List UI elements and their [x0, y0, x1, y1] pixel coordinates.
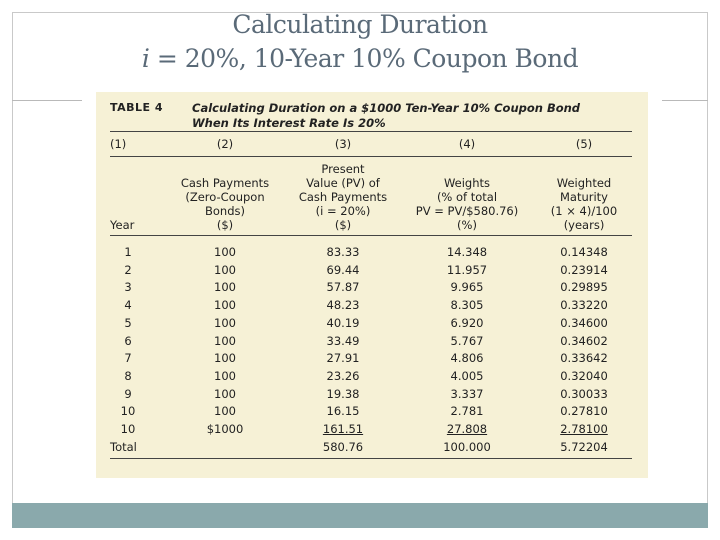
table-cell: 5.767 — [450, 333, 484, 348]
table-cell: 10 — [120, 404, 136, 419]
table-cell: 7 — [124, 351, 132, 366]
table-cell: 0.29895 — [560, 280, 608, 295]
footer-bar — [12, 503, 708, 528]
column-header-line: Maturity — [559, 190, 608, 204]
table-cell: 16.15 — [326, 404, 360, 419]
table-cell: 2.781 — [450, 404, 484, 419]
slide-subtitle — [90, 44, 630, 74]
rule-headers — [110, 235, 632, 236]
column-header-line: Value (PV) of — [306, 176, 380, 190]
table-cell: 100 — [214, 280, 236, 295]
table-cell: 19.38 — [326, 386, 360, 401]
column-header-line: (i = 20%) — [315, 204, 371, 218]
column-header-line: (years) — [563, 218, 605, 232]
table-cell: 8 — [124, 368, 132, 383]
table-cell: 0.14348 — [560, 245, 608, 259]
column-number: (2) — [216, 137, 234, 151]
table-cell: 23.26 — [326, 368, 360, 383]
table-cell: 100 — [214, 351, 236, 366]
slide-title: Calculating Duration — [232, 10, 488, 39]
table-cell: 11.957 — [446, 262, 488, 277]
table-cell: 27.808 — [446, 422, 488, 436]
table-label: TABLE 4 — [110, 101, 164, 114]
column-header-line: (Zero-Coupon — [185, 190, 265, 204]
table-cell: 100 — [214, 298, 236, 313]
rule-top — [110, 131, 632, 132]
table-cell: 69.44 — [326, 262, 360, 277]
caption-line-2: When Its Interest Rate Is 20% — [192, 116, 386, 130]
column-header-line: ($) — [334, 218, 352, 232]
table-cell: 57.87 — [326, 280, 360, 295]
table-cell: 0.32040 — [560, 368, 608, 383]
table-cell: 48.23 — [326, 298, 360, 313]
column-number: (5) — [575, 137, 593, 151]
table-cell: 40.19 — [326, 315, 360, 330]
table-cell: 8.305 — [450, 298, 484, 313]
column-header-line: (1 × 4)/100 — [550, 204, 618, 218]
column-header-line: Cash Payments — [298, 190, 388, 204]
table-cell: $1000 — [206, 422, 244, 436]
column-header-line: Present — [321, 162, 365, 176]
table-cell: 10 — [120, 422, 136, 436]
table-cell: 4 — [124, 298, 132, 313]
column-number: (4) — [458, 137, 476, 151]
subtitle-text: = 20%, 10-Year 10% Coupon Bond — [149, 44, 579, 73]
rule-colnums — [110, 156, 632, 157]
column-header-line: Cash Payments — [180, 176, 270, 190]
table-cell: 2.78100 — [560, 422, 608, 436]
interest-symbol: i — [141, 44, 150, 73]
column-header-line: Year — [110, 218, 135, 232]
column-header-line: Bonds) — [205, 204, 245, 218]
title-divider-left — [12, 100, 82, 101]
column-header-line: ($) — [216, 218, 234, 232]
table-cell: 9.965 — [450, 280, 484, 295]
table-cell: 100 — [214, 404, 236, 419]
column-header-line: (% of total — [436, 190, 498, 204]
table-cell: 27.91 — [326, 351, 360, 366]
table-cell: 6.920 — [450, 315, 484, 330]
table-cell: 33.49 — [326, 333, 360, 348]
table-cell: 3 — [124, 280, 132, 295]
title-divider-right — [662, 100, 708, 101]
caption-line-1: Calculating Duration on a $1000 Ten-Year 10% Coupon Bond — [192, 101, 581, 115]
column-header-line: (%) — [457, 218, 477, 232]
total-cell: Total — [110, 439, 137, 454]
table-cell: 100 — [214, 262, 236, 277]
table-cell: 100 — [214, 368, 236, 383]
column-header-line: Weights — [443, 176, 491, 190]
table-cell: 83.33 — [326, 245, 360, 259]
total-cell: 100.000 — [443, 439, 491, 454]
table-cell: 6 — [124, 333, 132, 348]
table-panel — [96, 92, 648, 478]
table-cell: 0.27810 — [560, 404, 608, 419]
table-cell: 0.34600 — [560, 315, 608, 330]
table-cell: 1 — [124, 245, 132, 259]
total-cell: 580.76 — [322, 439, 364, 454]
rule-bottom — [110, 458, 632, 459]
column-number: (3) — [334, 137, 352, 151]
table-cell: 4.806 — [450, 351, 484, 366]
total-cell: 5.72204 — [560, 439, 608, 454]
column-number: (1) — [110, 137, 127, 151]
table-cell: 14.348 — [446, 245, 488, 259]
table-cell: 100 — [214, 386, 236, 401]
table-cell: 0.33220 — [560, 298, 608, 313]
table-cell: 9 — [124, 386, 132, 401]
table-cell: 161.51 — [322, 422, 364, 436]
table-cell: 0.34602 — [560, 333, 608, 348]
table-cell: 0.30033 — [560, 386, 608, 401]
column-header-line: Weighted — [556, 176, 612, 190]
table-caption — [192, 101, 632, 131]
table-cell: 100 — [214, 245, 236, 259]
table-cell: 3.337 — [450, 386, 484, 401]
table-cell: 100 — [214, 333, 236, 348]
table-cell: 100 — [214, 315, 236, 330]
table-cell: 0.33642 — [560, 351, 608, 366]
table-cell: 4.005 — [450, 368, 484, 383]
column-header-line: PV = PV/$580.76) — [415, 204, 519, 218]
table-cell: 0.23914 — [560, 262, 608, 277]
table-cell: 5 — [124, 315, 132, 330]
table-cell: 2 — [124, 262, 132, 277]
